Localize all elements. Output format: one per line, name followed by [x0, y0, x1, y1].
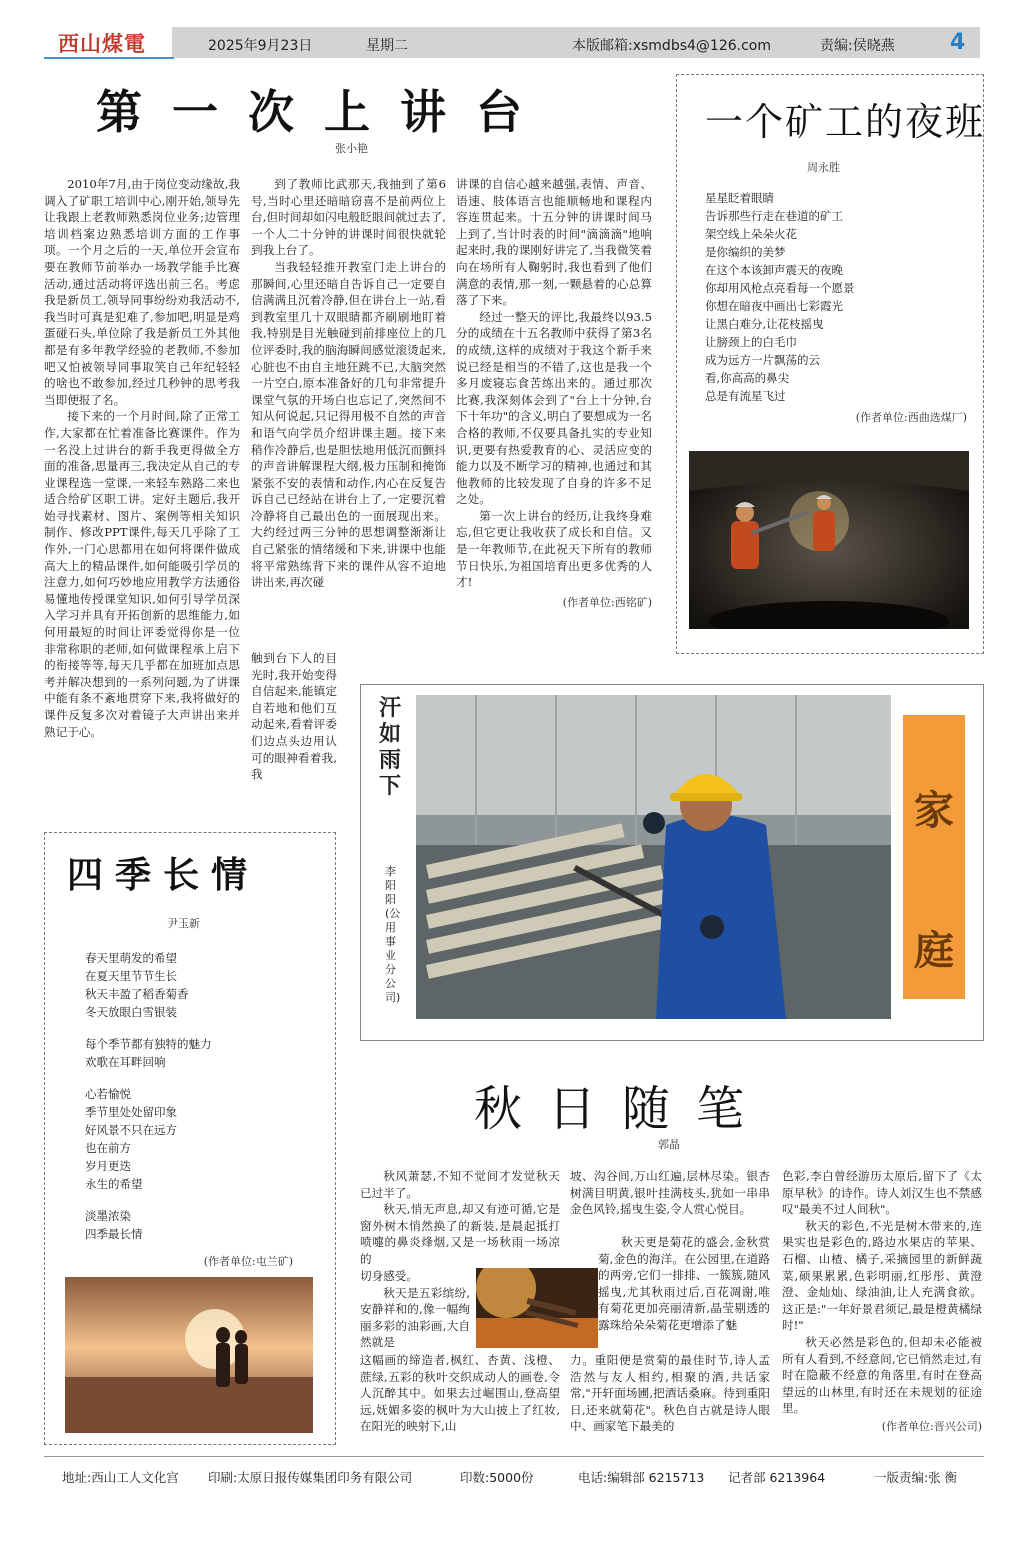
- poem-line: 永生的希望: [85, 1177, 143, 1191]
- poem1-author: 周永胜: [807, 161, 840, 174]
- family-badge: [903, 715, 965, 999]
- footer-rule: [44, 1456, 984, 1457]
- article1-paragraph: 当我轻轻推开教室门走上讲台的那瞬间,心里还暗自告诉自己一定要自信满满且沉着冷静,但在讲台上一站,看到教室里几十双眼睛都齐刷刷地盯着我,特别是目光触碰到前排座位上的几位评委时,我的脑海瞬间感觉滚烫起来,心脏也不由自主地狂跳不已,大脑突然一片空白,原本准备好的几句非常提升课堂气氛的开场白也忘记了,突然间不知从何说起,只记得用极不自然的声音和语气向学员介绍讲课主题。接下来稍作冷静后,也是胆怯地用低沉而颤抖的声音讲解课程大纲,极力压制和掩饰紧张不安的表情和动作,内心在反复告诉自己已经站在讲台上了,一定要沉着冷静将自己最出色的一面展现出来。大约经过两三分钟的思想调整渐渐让自己紧张的情绪缓和下来,讲课中也能将平常熟练背下来的课件从容不迫地讲出来,再次碰: [251, 259, 446, 590]
- poem-line: 春天里萌发的希望: [85, 951, 177, 965]
- bench-photo-image: [476, 1268, 598, 1348]
- article1-title: 第一次上讲台: [96, 85, 552, 139]
- poem-line: 是你编织的美梦: [705, 245, 786, 259]
- miner-photo-image: [689, 451, 969, 629]
- family-photo-title: 汗如雨下: [379, 695, 402, 799]
- article2-column-1-narrow: [360, 1268, 470, 1351]
- article1-paragraph: 到了教师比武那天,我抽到了第6号,当时心里还暗暗窃喜不是前两位上台,但时间却如闪电般眨眼间就过去了,一个人二十分钟的讲课时间很快就轮到我上台了。: [251, 177, 446, 258]
- article2-paragraph: 力。重阳便是赏菊的最佳时节,诗人孟浩然与友人相约,相聚的酒,共话家常,"开轩面场圃,把酒话桑麻。待到重阳日,还来就菊花"。秋色自古就是诗人眼中、画家笔下最美的: [570, 1353, 770, 1434]
- poem-line: 让黑白难分,让花枝摇曳: [705, 317, 824, 331]
- article2-column-3: [782, 1168, 982, 1436]
- article1-column-1: [44, 176, 240, 740]
- poem2-signature: (作者单位:屯兰矿): [203, 1255, 293, 1268]
- poem2-author: 尹玉新: [167, 917, 200, 930]
- logo-underline: [44, 57, 174, 59]
- poem1-box: [676, 74, 984, 654]
- couple-photo: [65, 1277, 313, 1433]
- article1-paragraph: 触到台下人的目光时,我开始变得自信起来,能镇定自若地和他们互动起来,看着评委们边点头边用认可的眼神看着我,我: [251, 651, 337, 782]
- poem-line: 每个季节都有独特的魅力: [85, 1037, 212, 1051]
- footer-copies: 印数:5000份: [460, 1470, 534, 1485]
- poem-line: 看,你高高的鼻尖: [705, 371, 790, 385]
- worker-photo: [416, 695, 891, 1019]
- article1-author: 张小艳: [335, 142, 368, 155]
- family-badge-text: 家庭: [914, 787, 954, 974]
- page-email: 本版邮箱:xsmdbs4@126.com: [572, 38, 771, 54]
- couple-photo-image: [65, 1277, 313, 1433]
- poem-line: 好风景不只在远方: [85, 1123, 177, 1137]
- poem2-box: [44, 832, 336, 1445]
- newspaper-logo: 西山煤電: [58, 31, 146, 56]
- article1-signature: (作者单位:西铭矿): [562, 595, 652, 609]
- footer-phone: 电话:编辑部 6215713: [578, 1470, 705, 1485]
- poem-line: 你却用风枪点亮看每一个愿景: [705, 281, 855, 295]
- article2-column-2-narrow: [598, 1234, 770, 1334]
- worker-photo-image: [416, 695, 891, 1019]
- poem-line: 成为远方一片飘荡的云: [705, 353, 820, 367]
- article2-column-2: [570, 1168, 770, 1218]
- issue-weekday: 星期二: [366, 38, 408, 54]
- poem-line: 岁月更迭: [85, 1159, 131, 1173]
- page-editor: 责编:侯晓燕: [820, 38, 895, 54]
- poem-line: 你想在暗夜中画出七彩霞光: [705, 299, 843, 313]
- footer-address: 地址:西山工人文化宫: [62, 1470, 179, 1485]
- article1-paragraph: 2010年7月,由于岗位变动缘故,我调入了矿职工培训中心,刚开始,领导先让我跟上老教师熟悉岗位业务;边管理培训档案边熟悉培训方面的工作事项。一个月之后的一天,单位开会宣布要在教师节前举办一场教学能手比赛活动,通过活动将评选出前三名。考虑我是新员工,领导同事纷纷劝我活动不,我当时可真是犯难了,参加吧,明显是鸡蛋碰石头,单位除了我是新员工外其他都是有多年教学经验的老教师,不参加吧又怕被领导同事取笑自己年纪轻轻的啥也不敢参加,经过几秒钟的思考我当即便报了名。: [44, 177, 240, 407]
- family-section: [360, 684, 984, 1041]
- article2-paragraph: 这幅画的缔造者,枫红、杏黄、浅橙、蔗绿,五彩的秋叶交织成动人的画卷,令人沉醉其中。如果去过崛围山,登高望远,妩媚多姿的枫叶为大山披上了红妆,在阳光的映射下,山: [360, 1353, 560, 1434]
- poem1-lines: [705, 189, 855, 405]
- poem-line: 在这个本该卸声震天的夜晚: [705, 263, 843, 277]
- poem-line: 告诉那些行走在巷道的矿工: [705, 209, 843, 223]
- poem-line: 冬天放眼白雪银装: [85, 1005, 177, 1019]
- footer-reporter: 记者部 6213964: [728, 1470, 826, 1485]
- poem-line: 心若愉悦: [85, 1087, 131, 1101]
- article1-paragraph: 讲课的自信心越来越强,表情、声音、语速、肢体语言也能顺畅地和课程内容连贯起来。十五分钟的讲课时间马上到了,当计时表的时间"滴滴滴"地响起来时,我的课刚好讲完了,当我微笑着向在场所有人鞠躬时,我也看到了他们满意的表情,那一刻,一颗悬着的心总算落了下来。: [456, 177, 652, 308]
- poem1-signature: (作者单位:西曲选煤厂): [855, 411, 967, 424]
- family-photo-credit: 李阳阳(公用事业分公司): [385, 865, 401, 1004]
- article2-paragraph: 坡、沟谷间,万山红遍,层林尽染。银杏树满目明黄,银叶挂满枝头,犹如一串串金色风铃,摇曳生姿,令人赏心悦目。: [570, 1169, 770, 1217]
- article2-author: 郭晶: [658, 1138, 680, 1151]
- article2-paragraph: 秋天是五彩缤纷,安静祥和的,像一幅绚丽多彩的油彩画,大自然就是: [360, 1285, 470, 1350]
- article2-column-1: [360, 1168, 560, 1268]
- article2-paragraph: 秋天必然是彩色的,但却未必能被所有人看到,不经意间,它已悄然走过,有时在隐蔽不经意的角落里,有时在登高望远的山林里,有时还在未规划的征途里。: [782, 1334, 982, 1416]
- poem-line: 欢歌在耳畔回响: [85, 1055, 166, 1069]
- article1-column-2-tail: [251, 650, 337, 783]
- poem1-title: 一个矿工的夜班: [705, 100, 986, 144]
- article1-column-3: [456, 176, 652, 611]
- bench-photo: [476, 1268, 598, 1348]
- poem-line: 秋天丰盈了稻香菊香: [85, 987, 189, 1001]
- article2-paragraph: 秋天,悄无声息,却又有迹可循,它是窗外树木悄然换了的新装,是晨起抵打喷嚏的鼻炎烽烟,又是一场秋雨一场凉的: [360, 1202, 560, 1266]
- poem-line: 在夏天里节节生长: [85, 969, 177, 983]
- poem-line: 架空线上朵朵火花: [705, 227, 797, 241]
- article2-paragraph: 切身感受。: [360, 1269, 418, 1283]
- poem-line: 星星眨着眼睛: [705, 191, 774, 205]
- poem-line: 淡墨浓染: [85, 1209, 131, 1223]
- poem-line: 季节里处处留印象: [85, 1105, 177, 1119]
- article2-paragraph: 秋天的彩色,不光是树木带来的,连果实也是彩色的,路边水果店的苹果、石榴、山楂、橘子,采摘园里的新鲜蔬菜,硕果累累,色彩明丽,红彤彤、黄澄澄、金灿灿、绿油油,让人充满食欲。这正是:"一年好景君须记,最是橙黄橘绿时!": [782, 1218, 982, 1333]
- poem-line: 让膀颈上的白毛巾: [705, 335, 797, 349]
- footer-printer: 印刷:太原日报传媒集团印务有限公司: [208, 1470, 413, 1485]
- article2-title: 秋日随笔: [474, 1081, 771, 1137]
- article2-paragraph: 色彩,李白曾经游历太原后,留下了《太原早秋》的诗作。诗人刘汉生也不禁感叹"最美不过人间秋"。: [782, 1169, 982, 1217]
- article1-paragraph: 经过一整天的评比,我最终以93.5分的成绩在十五名教师中获得了第3名的成绩,这样的成绩对于我这个新手来说已经是相当的不错了,这也是我一个多月废寝忘食苦练出来的。通过那次比赛,我深刻体会到了"台上十分钟,台下十年功"的含义,明白了要想成为一名合格的教师,不仅要具备扎实的专业知识,更要有热爱教育的心、灵活应变的能力以及不断学习的精神,也通过和其他教师的比较发现了自身的许多不足之处。: [456, 309, 652, 507]
- poem-line: 总是有流星飞过: [705, 389, 786, 403]
- article2-column-2-tail: [570, 1352, 770, 1435]
- poem-line: 也在前方: [85, 1141, 131, 1155]
- article2-signature: (作者单位:晋兴公司): [881, 1419, 982, 1433]
- article2-paragraph: 秋天更是菊花的盛会,金秋赏菊,金色的海洋。在公园里,在道路的两旁,它们一排排、一簇簇,随风摇曳,尤其秋雨过后,百花凋谢,唯有菊花更加亮丽清新,晶莹剔透的露珠给朵朵菊花更增添了魅: [598, 1235, 770, 1332]
- article1-paragraph: 第一次上讲台的经历,让我终身难忘,但它更让我收获了成长和自信。又是一年教师节,在此祝天下所有的教师节日快乐,为祖国培育出更多优秀的人才!: [456, 508, 652, 590]
- article2-column-1-tail: [360, 1352, 560, 1435]
- miner-photo: [689, 451, 969, 629]
- poem2-lines: [85, 949, 212, 1243]
- article1-paragraph: 接下来的一个月时间,除了正常工作,大家都在忙着准备比赛课件。作为一名没上过讲台的新手我更得做全方面的准备,思量再三,我决定从自己的专业课程选一堂课,一来轻车熟路二来也适合给矿区职工讲。定好主题后,我开始寻找素材、图片、案例等相关知识制作、修改PPT课件,每天几乎除了工作外,一门心思都用在如何将课件做成高大上的精品课件,如何能吸引学员的注意力,如何巧妙地应用教学方法通俗易懂地传授课堂知识,如何引导学员深入学习并具有开拓创新的思维能力,如何用最短的时间让评委觉得你是一位非常称职的老师,如何做课程承上启下的衔接等等,每天几乎都在加班加点思考并解决想到的一系列问题,为了讲课中能有条不紊地贯穿下来,我将做好的课件反复多次对着镜子大声讲出来并熟记于心。: [44, 409, 240, 739]
- footer-chief-editor: 一版责编:张 衡: [874, 1470, 958, 1485]
- page-number: 4: [950, 30, 966, 55]
- article2-paragraph: 秋风萧瑟,不知不觉间才发觉秋天已过半了。: [360, 1169, 560, 1200]
- poem2-title: 四季长情: [67, 854, 260, 896]
- article1-column-2: [251, 176, 446, 591]
- poem-line: 四季最长情: [85, 1227, 143, 1241]
- issue-date: 2025年9月23日: [208, 38, 313, 54]
